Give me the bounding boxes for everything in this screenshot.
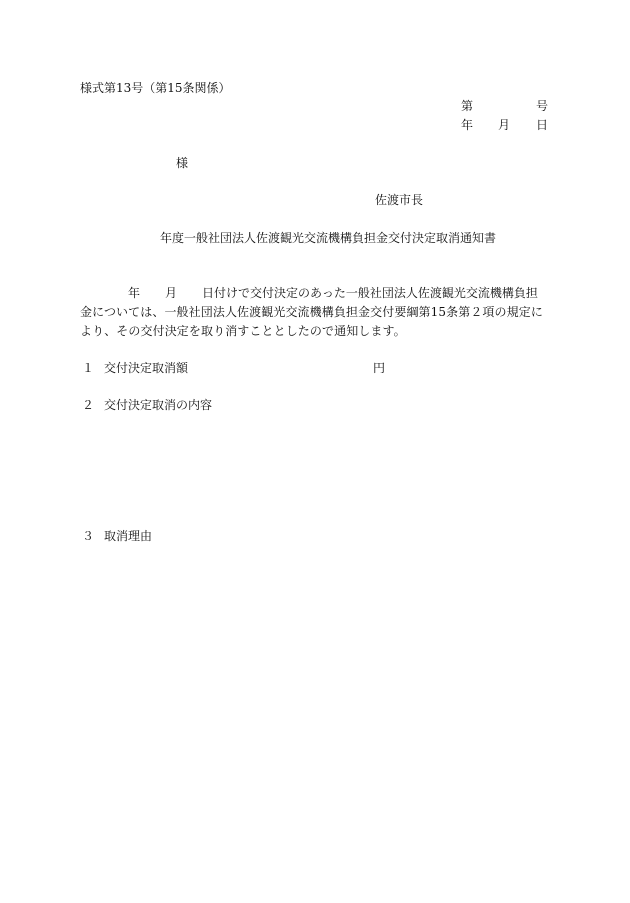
body-line2: 金については、一般社団法人佐渡観光交流機構負担金交付要綱第15条第２項の規定に — [80, 305, 543, 319]
date-tsuki: 月 — [498, 118, 511, 132]
addressee-suffix: 様 — [176, 156, 189, 170]
date-hi: 日 — [536, 118, 549, 132]
document-title: 年度一般社団法人佐渡観光交流機構負担金交付決定取消通知書 — [160, 231, 497, 245]
item-1-number: １ — [82, 361, 95, 375]
sender-name: 佐渡市長 — [375, 193, 424, 207]
body-line1-text: 日付けで交付決定のあった一般社団法人佐渡観光交流機構負担 — [202, 286, 538, 300]
item-3-label: 取消理由 — [104, 529, 153, 543]
form-number: 様式第13号（第15条関係） — [80, 81, 231, 95]
item-1-label: 交付決定取消額 — [104, 361, 189, 375]
document-number-go: 号 — [536, 99, 549, 113]
item-2-number: ２ — [82, 398, 95, 412]
item-2-label: 交付決定取消の内容 — [104, 398, 213, 412]
body-line1-tsuki: 月 — [165, 286, 178, 300]
item-3-number: ３ — [82, 529, 95, 543]
body-line1-nen: 年 — [128, 286, 141, 300]
item-1-unit: 円 — [373, 361, 386, 375]
body-line3: より、その交付決定を取り消すこととしたので通知します。 — [80, 324, 406, 338]
document-number-dai: 第 — [461, 99, 474, 113]
date-nen: 年 — [461, 118, 474, 132]
